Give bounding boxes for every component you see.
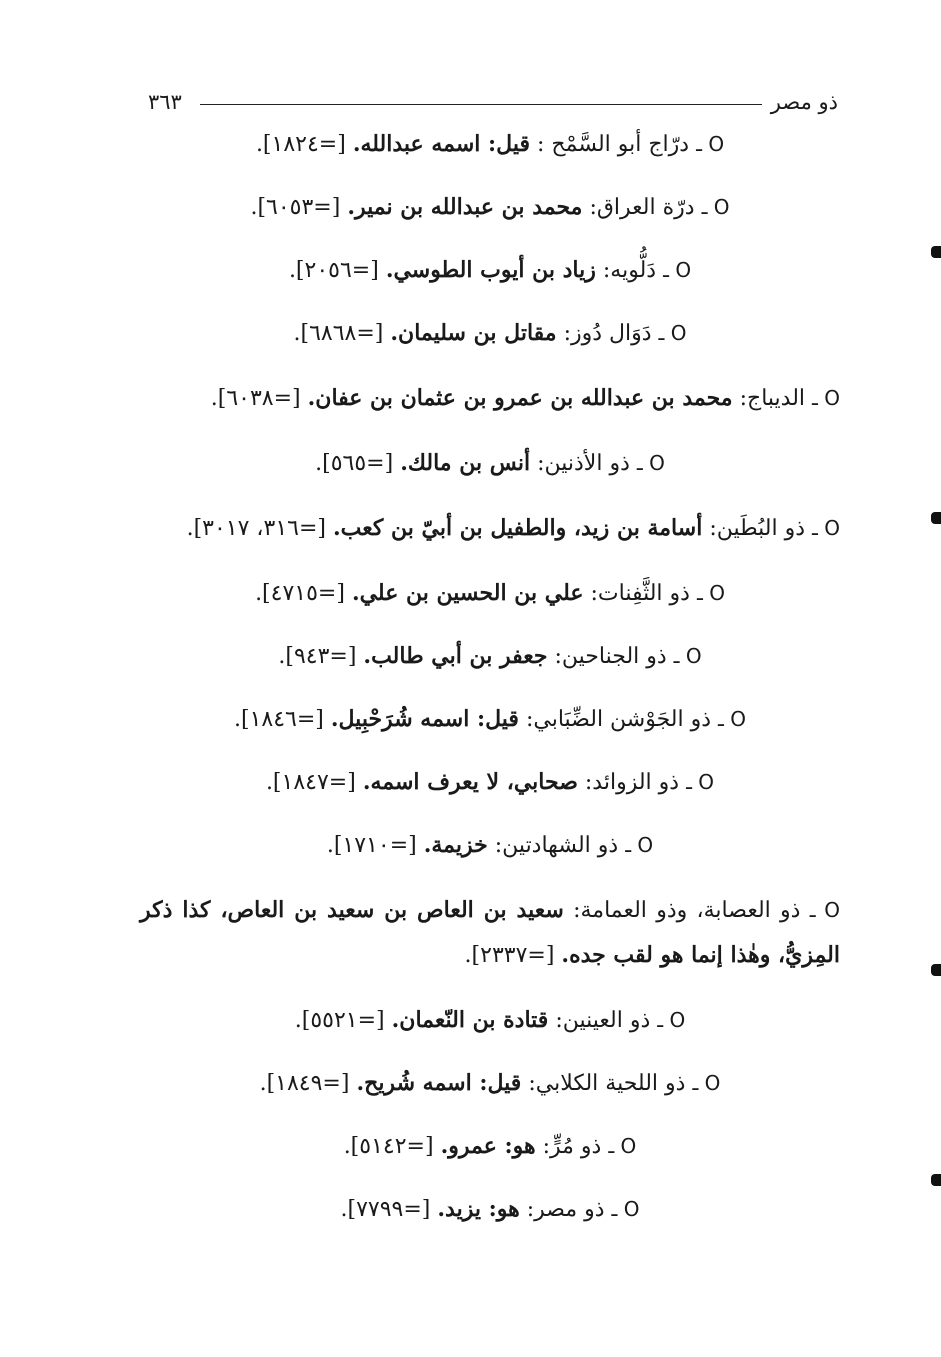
entry-value: هو: عمرو. [440,1133,536,1159]
entry-value: هو: يزيد. [437,1196,520,1222]
circle-bullet-icon: O ـ [812,386,840,410]
entry-name: ذو الجَوْشن الضِّبَابي: [525,707,712,732]
entry-name: ذو العصابة، وذو العمامة: [573,898,801,923]
entry-value: صحابي، لا يعرف اسمه. [362,769,578,795]
circle-bullet-icon: O ـ [673,644,702,668]
circle-bullet-icon: O ـ [701,195,730,219]
circle-bullet-icon: O ـ [686,770,715,794]
running-title: ذو مصر [770,90,838,114]
entry-name: ذو اللحية الكلابي: [528,1071,686,1096]
entry-value: محمد بن عبدالله بن نمير. [347,194,583,220]
entry-value: أسامة بن زيد، والطفيل بن أبيّ بن كعب. [333,515,703,541]
entry-value: أنس بن مالك. [400,450,531,476]
margin-mark [931,964,941,976]
entry-ref: [=٥٦٥]. [315,451,394,476]
list-item [140,376,840,421]
entry-ref: [=٢٣٣٧]. [464,943,555,968]
entry-ref: [=٢٠٥٦]. [288,258,379,283]
entry-name: درّاج أبو السَّمْح : [537,132,690,157]
entry-name: ذو الجناحين: [554,644,667,669]
page-header [148,88,838,116]
entry-ref: [=٥٥٢١]. [294,1008,385,1033]
entry-value: قيل: اسمه شُرَحْبِيل. [330,706,519,732]
circle-bullet-icon: O ـ [812,516,840,540]
entry-ref: [=١٨٤٩]. [259,1071,350,1096]
entry-value: علي بن الحسين بن علي. [351,580,584,606]
entry-ref: [=٦٠٥٣]. [250,195,341,220]
list-item [140,506,840,551]
entry-ref: [=١٨٤٦]. [233,707,324,732]
list-item [140,888,840,978]
list-item [140,1063,840,1104]
circle-bullet-icon: O ـ [658,321,687,345]
entry-value: قيل: اسمه شُريح. [356,1070,522,1096]
list-item [140,699,840,740]
entry-name: ذو مصر: [526,1197,605,1222]
entry-value: محمد بن عبدالله بن عمرو بن عثمان بن عفان. [307,385,733,411]
entry-value: قتادة بن النّعمان. [391,1007,549,1033]
page-number: ٣٦٣ [148,90,182,114]
list-item [140,1126,840,1167]
list-item [140,825,840,866]
entry-value: مقاتل بن سليمان. [390,320,557,346]
circle-bullet-icon: O ـ [611,1197,640,1221]
list-item [140,187,840,228]
entry-name: ذو الأذنين: [537,451,630,476]
entry-ref: [=٦٠٣٨]. [210,386,301,411]
circle-bullet-icon: O ـ [608,1134,637,1158]
margin-mark [931,246,941,258]
circle-bullet-icon: O ـ [718,707,746,731]
entry-value: قيل: اسمه عبدالله. [352,131,530,157]
list-item [140,1000,840,1041]
circle-bullet-icon: O ـ [696,132,725,156]
circle-bullet-icon: O ـ [663,258,692,282]
entry-ref: [=١٨٢٤]. [255,132,346,157]
entry-name: ذو الشهادتين: [494,833,619,858]
circle-bullet-icon: O ـ [692,1071,721,1095]
entry-list [140,124,840,1230]
list-item [140,124,840,165]
circle-bullet-icon: O ـ [809,898,841,922]
entry-value: خزيمة. [423,832,488,858]
entry-name: ذو الثَّفِنات: [590,581,690,606]
list-item [140,1189,840,1230]
circle-bullet-icon: O ـ [636,451,665,475]
entry-ref: [=١٧١٠]. [326,833,417,858]
entry-name: درّة العراق: [589,195,695,220]
entry-ref: [=٣١٦، ٣٠١٧]. [186,516,327,541]
entry-ref: [=٥١٤٢]. [343,1134,434,1159]
entry-ref: [=٤٧١٥]. [255,581,345,606]
entry-value: سعيد بن العاص بن سعيد بن العاص، كذا ذكر المِزيُّ، وهٰذا إنما هو لقب جده. [140,897,840,968]
entry-name: دَلُّويه: [602,258,657,283]
entry-value: جعفر بن أبي طالب. [363,643,548,669]
entry-value: زياد بن أيوب الطوسي. [385,257,596,283]
circle-bullet-icon: O ـ [625,833,654,857]
entry-name: ذو الزوائد: [584,770,680,795]
entry-name: الديباج: [739,386,806,411]
entry-name: ذو البُطَين: [709,516,806,541]
entry-ref: [=٧٧٩٩]. [340,1197,431,1222]
list-item [140,313,840,354]
list-item [140,443,840,484]
entry-ref: [=٦٨٦٨]. [293,321,384,346]
list-item [140,573,840,614]
circle-bullet-icon: O ـ [657,1008,686,1032]
header-rule [200,104,762,105]
circle-bullet-icon: O ـ [696,581,725,605]
entry-name: ذو مُرٍّ: [542,1134,602,1159]
entry-ref: [=٩٤٣]. [278,644,357,669]
margin-mark [931,512,941,524]
margin-mark [931,1174,941,1186]
entry-name: دَوَال دُوز: [563,321,652,346]
list-item [140,250,840,291]
entry-ref: [=١٨٤٧]. [265,770,356,795]
entry-name: ذو العينين: [555,1008,651,1033]
list-item [140,762,840,803]
list-item [140,636,840,677]
